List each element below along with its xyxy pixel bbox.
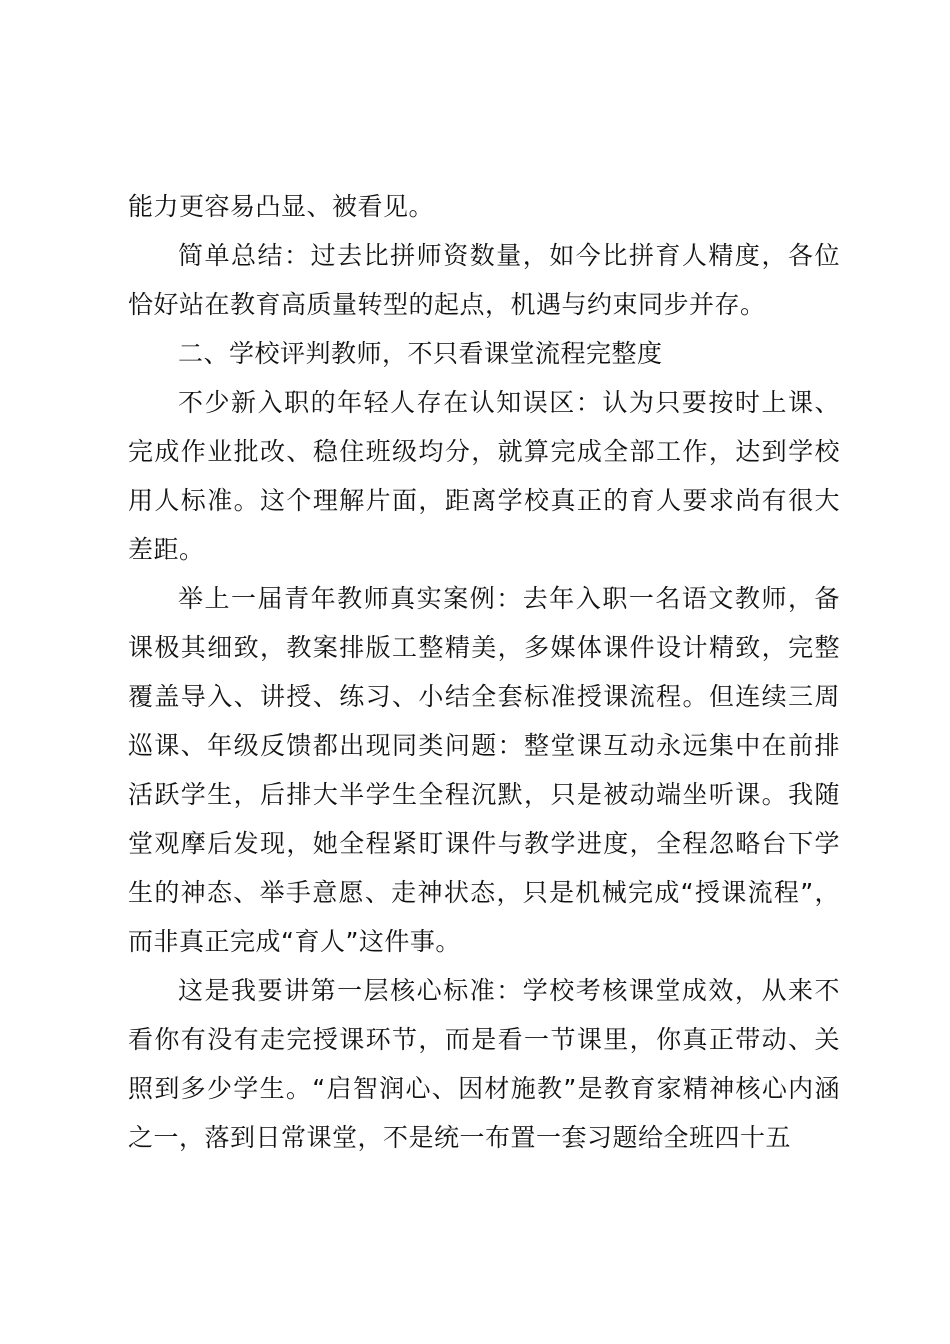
paragraph-summary: 简单总结：过去比拼师资数量，如今比拼育人精度，各位恰好站在教育高质量转型的起点，机遇与约束同步并存。	[128, 241, 840, 319]
paragraph-misconception: 不少新入职的年轻人存在认知误区：认为只要按时上课、完成作业批改、稳住班级均分，就算完成全部工作，达到学校用人标准。这个理解片面，距离学校真正的育人要求尚有很大差距。	[128, 388, 840, 564]
paragraph-core-standard: 这是我要讲第一层核心标准：学校考核课堂成效，从来不看你有没有走完授课环节，而是看一节课里，你真正带动、关照到多少学生。“启智润心、因材施教”是教育家精神核心内涵之一，落到日常课堂，不是统一布置一套习题给全班四十五	[128, 976, 840, 1152]
section-heading: 二、学校评判教师，不只看课堂流程完整度	[178, 339, 663, 368]
paragraph-case-study: 举上一届青年教师真实案例：去年入职一名语文教师，备课极其细致，教案排版工整精美，多媒体课件设计精致，完整覆盖导入、讲授、练习、小结全套标准授课流程。但连续三周巡课、年级反馈都出现同类问题：整堂课互动永远集中在前排活跃学生，后排大半学生全程沉默，只是被动端坐听课。我随堂观摩后发现，她全程紧盯课件与教学进度，全程忽略台下学生的神态、举手意愿、走神状态，只是机械完成“授课流程”，而非真正完成“育人”这件事。	[128, 584, 840, 956]
document-body	[128, 182, 840, 1162]
paragraph-continuation: 能力更容易凸显、被看见。	[128, 192, 435, 221]
